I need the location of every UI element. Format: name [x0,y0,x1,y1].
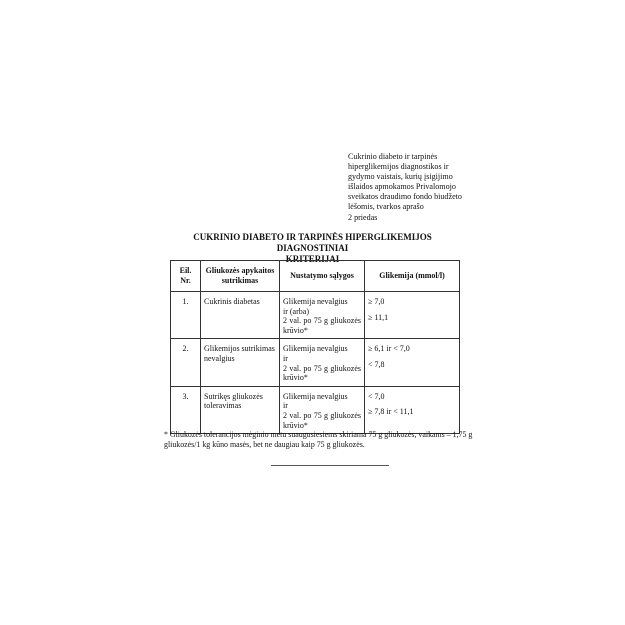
approval-note-line: gydymo vaistais, kurių įsigijimo [348,172,453,182]
row-disorder: Sutrikęs gliukozės toleravimas [201,386,280,433]
table-header-row [171,261,460,292]
approval-note-line: 2 priedas [348,212,378,222]
row-glycemia: ≥ 7,0 ≥ 11,1 [365,292,460,339]
footnote-line: * Gliukozės tolerancijos mėginio metu suaugusiesiems skiriama 75 g gliukozės, vaikams – 1,75 g [164,430,473,439]
row-number: 2. [171,339,201,386]
table-row [171,339,460,386]
row-glycemia: ≥ 6,1 ir < 7,0 < 7,8 [365,339,460,386]
header-disorder: Gliukozės apykaitos sutrikimas [201,261,280,292]
row-number: 1. [171,292,201,339]
approval-note-line: sveikatos draudimo fondo biudžeto [348,192,462,202]
row-number: 3. [171,386,201,433]
row-conditions: Glikemija nevalgius ir (arba) 2 val. po 75 g gliukozės krūvio* [280,292,365,339]
document-title-line: CUKRINIO DIABETO IR TARPINĖS HIPERGLIKEMIJOS DIAGNOSTINIAI [193,232,432,253]
approval-note-line: lėšomis, tvarkos aprašo [348,202,424,212]
end-separator-line [271,465,389,466]
row-disorder: Glikemijos sutrikimas nevalgius [201,339,280,386]
row-disorder: Cukrinis diabetas [201,292,280,339]
table-row [171,386,460,433]
approval-note [348,152,471,223]
header-number: Eil. Nr. [171,261,201,292]
footnote [164,430,473,450]
table-row [171,292,460,339]
row-conditions: Glikemija nevalgius ir 2 val. po 75 g gliukozės krūvio* [280,339,365,386]
diagnostic-criteria-table [170,260,460,434]
header-glycemia: Glikemija (mmol/l) [365,261,460,292]
row-glycemia: < 7,0 ≥ 7,8 ir < 11,1 [365,386,460,433]
document-title-line: KRITERIJAI [285,254,340,264]
header-conditions: Nustatymo sąlygos [280,261,365,292]
row-conditions: Glikemija nevalgius ir 2 val. po 75 g gliukozės krūvio* [280,386,365,433]
footnote-line: gliukozės/1 kg kūno masės, bet ne daugiau kaip 75 g gliukozės. [164,440,365,450]
approval-note-line: Cukrinio diabeto ir tarpinės [348,152,438,161]
approval-note-line: hiperglikemijos diagnostikos ir [348,162,449,172]
approval-note-line: išlaidos apmokamos Privalomojo [348,182,456,192]
